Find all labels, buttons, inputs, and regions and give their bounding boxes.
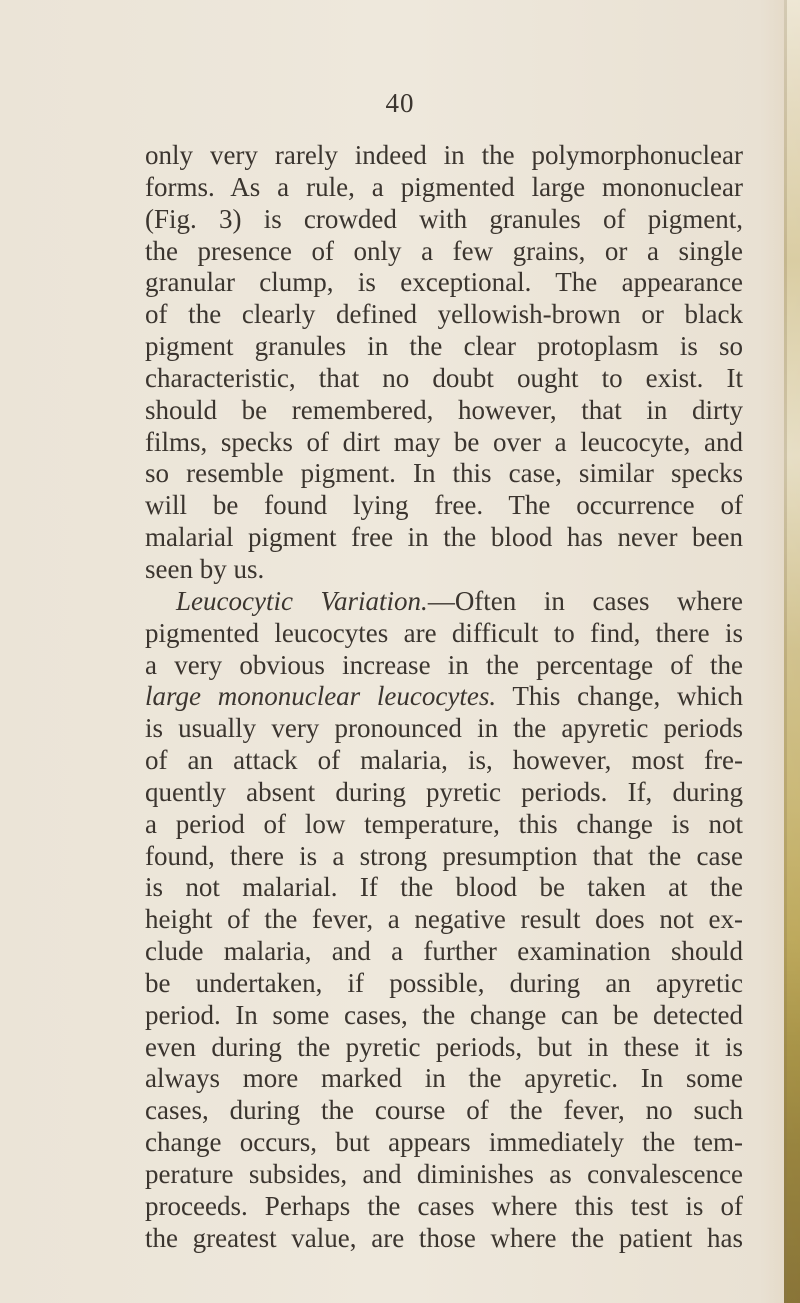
emphasis-term: large mononuclear leucocytes. xyxy=(145,681,497,712)
text-line: is usually very pronounced in the apyretic periods xyxy=(145,713,743,744)
text-line: a period of low temperature, this change is not xyxy=(145,808,743,839)
text-line: is not malarial. If the blood be taken at the xyxy=(145,872,743,903)
text-line: large mononuclear leucocytes. This change, which xyxy=(145,681,743,712)
text-line: characteristic, that no doubt ought to exist. It xyxy=(145,362,743,393)
body-text xyxy=(145,140,743,1255)
text-line: pigment granules in the clear protoplasm is so xyxy=(145,331,743,362)
text-line: pigmented leucocytes are difficult to find, there is xyxy=(145,617,743,648)
text-line: be undertaken, if possible, during an apyretic xyxy=(145,967,743,998)
text-line: period. In some cases, the change can be detected xyxy=(145,999,743,1030)
text-line: quently absent during pyretic periods. If, during xyxy=(145,776,743,807)
page-binding-edge xyxy=(784,0,800,1303)
text-line: a very obvious increase in the percentage of the xyxy=(145,649,743,680)
text-line: cases, during the course of the fever, no such xyxy=(145,1095,743,1126)
text-line: films, specks of dirt may be over a leucocyte, and xyxy=(145,426,743,457)
text-line: (Fig. 3) is crowded with granules of pigment, xyxy=(145,203,743,234)
text-line: seen by us. xyxy=(145,553,265,584)
text-line: height of the fever, a negative result does not ex- xyxy=(145,904,743,935)
text-line: even during the pyretic periods, but in these it is xyxy=(145,1031,743,1062)
text-line: only very rarely indeed in the polymorphonuclear xyxy=(145,140,743,170)
text-line: will be found lying free. The occurrence of xyxy=(145,490,743,521)
text-line: proceeds. Perhaps the cases where this test is of xyxy=(145,1190,743,1221)
text-line: the greatest value, are those where the patient has xyxy=(145,1222,743,1253)
text-line: change occurs, but appears immediately the tem- xyxy=(145,1127,743,1158)
text-line: malarial pigment free in the blood has never been xyxy=(145,522,743,553)
text-line: clude malaria, and a further examination should xyxy=(145,936,743,967)
text-line: found, there is a strong presumption that the case xyxy=(145,840,743,871)
text-line: the presence of only a few grains, or a single xyxy=(145,235,743,266)
section-heading-line: Leucocytic Variation.—Often in cases where xyxy=(176,585,744,616)
text-line: should be remembered, however, that in dirty xyxy=(145,394,743,425)
text-line: granular clump, is exceptional. The appearance xyxy=(145,267,743,298)
text-line: of the clearly defined yellowish-brown or black xyxy=(145,299,743,330)
text-line: perature subsides, and diminishes as convalescence xyxy=(145,1159,743,1189)
text-line: always more marked in the apyretic. In some xyxy=(145,1063,743,1094)
text-line: of an attack of malaria, is, however, most fre- xyxy=(145,745,743,776)
section-heading: Leucocytic Variation. xyxy=(176,585,428,616)
text-line: forms. As a rule, a pigmented large mononuclear xyxy=(145,171,743,202)
text-line: so resemble pigment. In this case, similar specks xyxy=(145,458,743,489)
page-number: 40 xyxy=(385,88,415,118)
